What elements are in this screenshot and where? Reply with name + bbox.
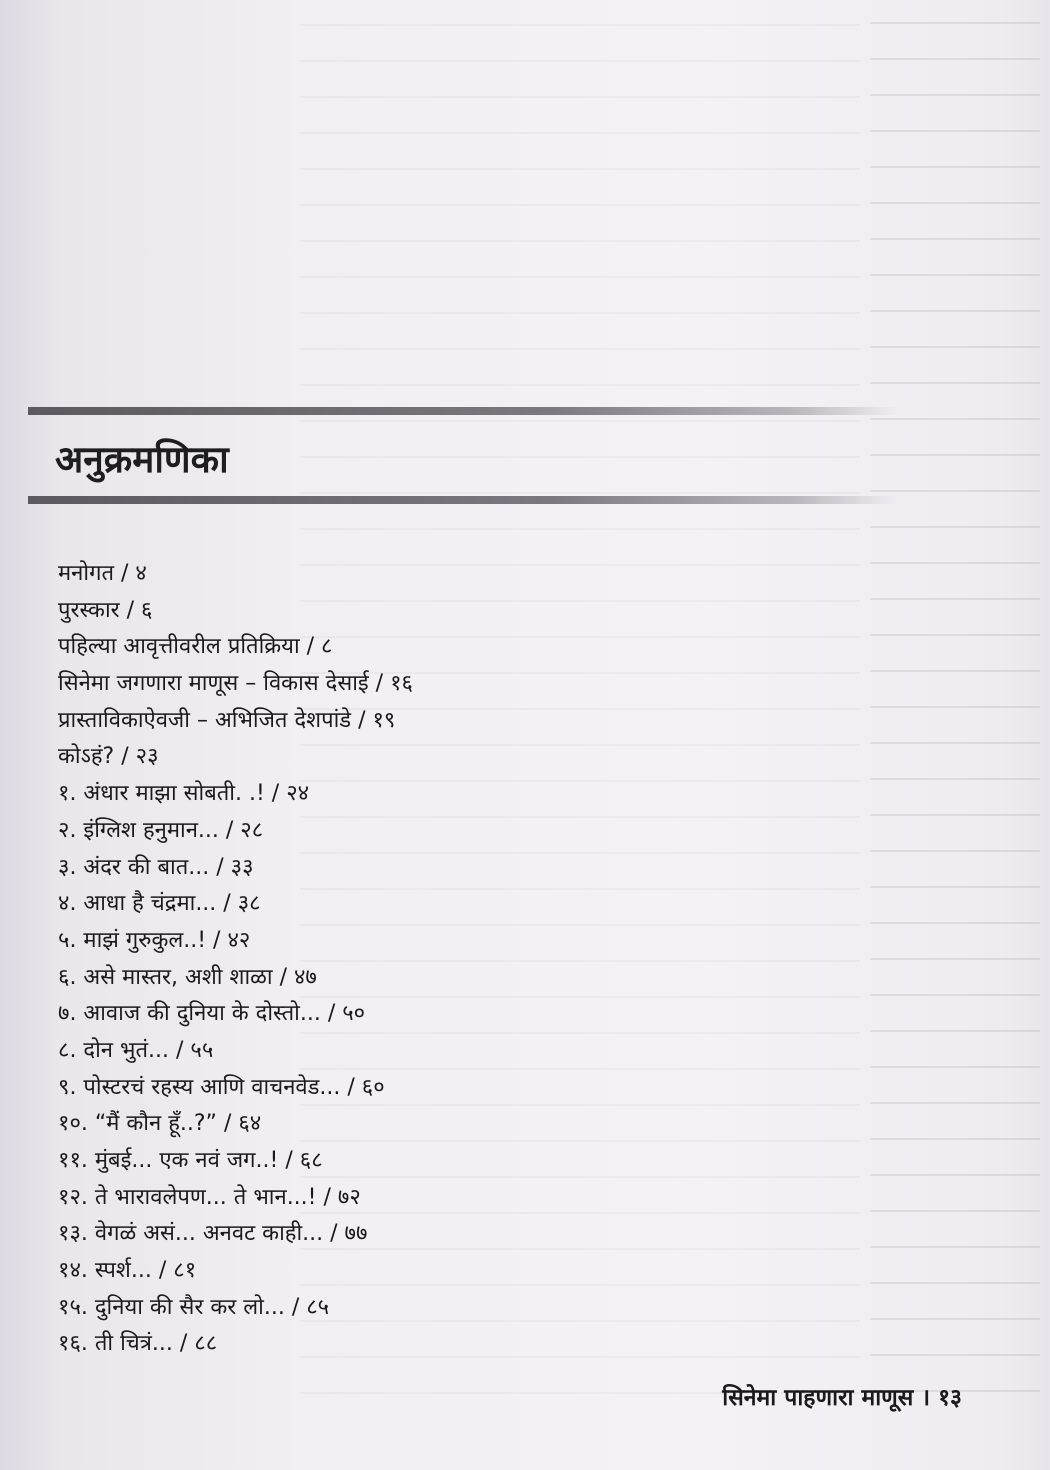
heading-rule-top bbox=[28, 407, 898, 415]
heading-rule-bottom bbox=[28, 496, 898, 504]
toc-entry: १०. “मैं कौन हूँ..?” / ६४ bbox=[58, 1111, 262, 1137]
toc-entry: सिनेमा जगणारा माणूस – विकास देसाई / १६ bbox=[58, 671, 413, 697]
toc-entry: मनोगत / ४ bbox=[58, 561, 147, 586]
toc-entry: १. अंधार माझा सोबती. .! / २४ bbox=[58, 781, 310, 807]
toc-entry: पहिल्या आवृत्तीवरील प्रतिक्रिया / ८ bbox=[58, 634, 333, 660]
toc-entry: पुरस्कार / ६ bbox=[58, 597, 153, 623]
toc-entry: ५. माझं गुरुकुल..! / ४२ bbox=[58, 927, 251, 953]
toc-entry: ९. पोस्टरचं रहस्य आणि वाचनवेड... / ६० bbox=[58, 1074, 385, 1100]
toc-entry: ३. अंदर की बात... / ३३ bbox=[58, 854, 254, 880]
running-footer: सिनेमा पाहणारा माणूस । १३ bbox=[722, 1385, 962, 1411]
page-title: अनुक्रमणिका bbox=[55, 438, 229, 481]
toc-entry: ११. मुंबई... एक नवं जग..! / ६८ bbox=[58, 1148, 323, 1173]
bleed-through-text-right bbox=[870, 0, 1040, 1400]
toc-entry: १३. वेगळं असं... अनवट काही... / ७७ bbox=[58, 1221, 368, 1247]
toc-entry: ६. असे मास्तर, अशी शाळा / ४७ bbox=[58, 964, 317, 990]
toc-entry: १६. ती चित्रं... / ८८ bbox=[58, 1331, 218, 1357]
toc-entry: २. इंग्लिश हनुमान... / २८ bbox=[58, 817, 264, 843]
toc-entry: १५. दुनिया की सैर कर लो... / ८५ bbox=[58, 1294, 330, 1320]
toc-entry: ७. आवाज की दुनिया के दोस्तो... / ५० bbox=[58, 1001, 366, 1027]
toc-entry: १४. स्पर्श... / ८१ bbox=[58, 1258, 197, 1284]
toc-entry: प्रास्ताविकाऐवजी – अभिजित देशपांडे / १९ bbox=[58, 707, 396, 733]
table-of-contents bbox=[58, 556, 413, 1363]
toc-entry: ४. आधा है चंद्रमा... / ३८ bbox=[58, 891, 261, 917]
toc-entry: कोऽहं? / २३ bbox=[58, 744, 159, 770]
toc-entry: १२. ते भारावलेपण... ते भान...! / ७२ bbox=[58, 1184, 361, 1210]
toc-entry: ८. दोन भुतं... / ५५ bbox=[58, 1037, 214, 1063]
